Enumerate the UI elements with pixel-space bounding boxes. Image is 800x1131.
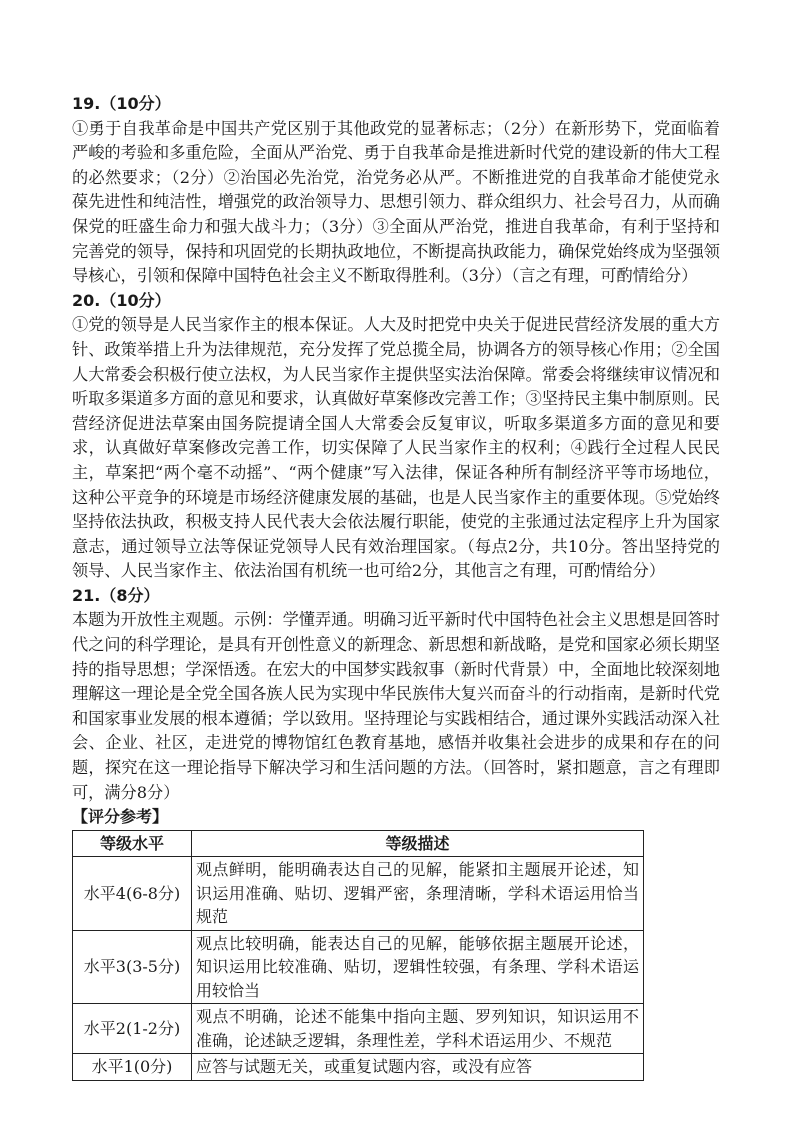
scoring-reference-heading: 【评分参考】 [72,807,169,827]
grade-description: 观点比较明确，能表达自己的见解，能够依据主题展开论述，知识运用比较准确、贴切，逻辑性较强，有条理、学科术语运用较恰当 [192,930,644,1004]
question-19-heading: 19.（10分） [72,94,171,113]
question-19-answer: ①勇于自我革命是中国共产党区别于其他政党的显著标志；（2分）在新形势下，党面临着严峻的考验和多重危险，全面从严治党、勇于自我革命是推进新时代党的建设新的伟大工程的必然要求；（2分）②治国必先治党，治党务必从严。不断推进党的自我革命才能使党永葆先进性和纯洁性，增强党的政治领导力、思想引领力、群众组织力、社会号召力，从而确保党的旺盛生命力和强大战斗力；（3分）③全面从严治党，推进自我革命，有利于坚持和完善党的领导，保持和巩固党的长期执政地位，不断提高执政能力，确保党始终成为坚强领导核心，引领和保障中国特色社会主义不断取得胜利。（3分）（言之有理，可酌情给分） [72,118,720,286]
question-21-answer: 本题为开放性主观题。示例：学懂弄通。明确习近平新时代中国特色社会主义思想是回答时代之问的科学理论，是具有开创性意义的新理念、新思想和新战略，是党和国家必须长期坚持的指导思想；学深悟透。在宏大的中国梦实践叙事（新时代背景）中，全面地比较深刻地理解这一理论是全党全国各族人民为实现中华民族伟大复兴而奋斗的行动指南，是新时代党和国家事业发展的根本遵循；学以致用。坚持理论与实践相结合，通过课外实践活动深入社会、企业、社区，走进党的博物馆红色教育基地，感悟并收集社会进步的成果和存在的问题，探究在这一理论指导下解决学习和生活问题的方法。（回答时，紧扣题意，言之有理即可，满分8分） [72,610,720,802]
header-description: 等级描述 [192,830,644,857]
grade-description: 观点鲜明，能明确表达自己的见解，能紧扣主题展开论述，知识运用准确、贴切、逻辑严密，条理清晰，学科术语运用恰当规范 [192,857,644,931]
grade-description: 应答与试题无关，或重复试题内容，或没有应答 [192,1054,644,1081]
grade-table [72,830,644,1081]
grade-level: 水平4(6-8分) [73,857,192,931]
grade-level: 水平2(1-2分) [73,1004,192,1054]
question-20-answer: ①党的领导是人民当家作主的根本保证。人大及时把党中央关于促进民营经济发展的重大方针、政策举措上升为法律规范，充分发挥了党总揽全局，协调各方的领导核心作用；②全国人大常委会积极行使立法权，为人民当家作主提供坚实法治保障。常委会将继续审议情况和听取多渠道多方面的意见和要求，认真做好草案修改完善工作；③坚持民主集中制原则。民营经济促进法草案由国务院提请全国人大常委会反复审议，听取多渠道多方面的意见和要求，认真做好草案修改完善工作，切实保障了人民当家作主的权利；④践行全过程人民民主，草案把“两个毫不动摇”、“两个健康”写入法律，保证各种所有制经济平等市场地位，这种公平竞争的环境是市场经济健康发展的基础，也是人民当家作主的重要体现。⑤党始终坚持依法执政，积极支持人民代表大会依法履行职能，使党的主张通过法定程序上升为国家意志，通过领导立法等保证党领导人民有效治理国家。（每点2分，共10分。答出坚持党的领导、人民当家作主、依法治国有机统一也可给2分，其他言之有理，可酌情给分） [72,315,720,581]
question-20-heading: 20.（10分） [72,290,171,310]
header-level: 等级水平 [73,830,192,857]
grade-level: 水平3(3-5分) [73,930,192,1004]
grade-description: 观点不明确，论述不能集中指向主题、罗列知识，知识运用不准确，论述缺乏逻辑，条理性差，学科术语运用少、不规范 [192,1004,644,1054]
question-21-heading: 21.（8分） [72,585,160,605]
answer-sheet [72,92,720,1081]
table-row [73,857,644,931]
table-row [73,1004,644,1054]
table-row [73,930,644,1004]
grade-level: 水平1(0分) [73,1054,192,1081]
table-row [73,1054,644,1081]
grade-table-header-row [73,830,644,857]
